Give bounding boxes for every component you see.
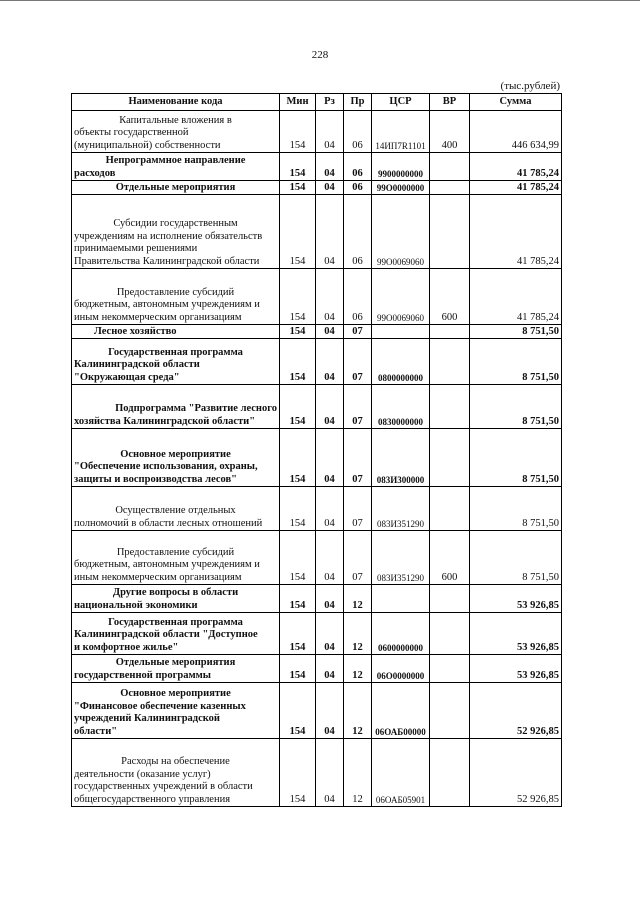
row-sum: 53 926,85	[470, 585, 562, 613]
row-rz: 04	[316, 181, 344, 195]
row-name: Капитальные вложения в объекты государственной (муниципальной) собственности	[72, 111, 280, 153]
row-pr: 07	[344, 385, 372, 429]
header-pr: Пр	[344, 94, 372, 111]
row-min: 154	[280, 325, 316, 339]
header-vr: ВР	[430, 94, 470, 111]
row-rz: 04	[316, 487, 344, 531]
table-row	[72, 655, 562, 683]
row-name: Предоставление субсидий бюджетным, автономным учреждениям и иным некоммерческим организациям	[72, 269, 280, 325]
row-csr: 99О0069060	[372, 195, 430, 269]
row-min: 154	[280, 531, 316, 585]
row-pr: 07	[344, 325, 372, 339]
row-csr: 083И300000	[372, 429, 430, 487]
header-rz: Рз	[316, 94, 344, 111]
row-sum: 41 785,24	[470, 153, 562, 181]
row-sum: 52 926,85	[470, 739, 562, 807]
header-csr: ЦСР	[372, 94, 430, 111]
row-vr	[430, 181, 470, 195]
table-row	[72, 269, 562, 325]
row-csr: 99О0000000	[372, 181, 430, 195]
budget-table	[71, 93, 562, 807]
row-csr: 14ИП7R1101	[372, 111, 430, 153]
table-row	[72, 429, 562, 487]
row-vr	[430, 325, 470, 339]
row-vr	[430, 739, 470, 807]
row-rz: 04	[316, 111, 344, 153]
row-csr: 0600000000	[372, 613, 430, 655]
row-pr: 06	[344, 269, 372, 325]
scan-edge-line	[0, 0, 640, 1]
table-row	[72, 613, 562, 655]
row-sum: 8 751,50	[470, 487, 562, 531]
row-vr: 600	[430, 269, 470, 325]
row-rz: 04	[316, 531, 344, 585]
row-min: 154	[280, 585, 316, 613]
row-min: 154	[280, 153, 316, 181]
row-pr: 06	[344, 195, 372, 269]
row-rz: 04	[316, 195, 344, 269]
row-name: Предоставление субсидий бюджетным, автономным учреждениям и иным некоммерческим организациям	[72, 531, 280, 585]
row-csr: 06ОАБ00000	[372, 683, 430, 739]
row-csr: 99О0069060	[372, 269, 430, 325]
row-pr: 06	[344, 181, 372, 195]
row-pr: 12	[344, 613, 372, 655]
row-vr: 600	[430, 531, 470, 585]
row-sum: 8 751,50	[470, 385, 562, 429]
row-csr: 9900000000	[372, 153, 430, 181]
row-vr	[430, 683, 470, 739]
row-rz: 04	[316, 269, 344, 325]
row-vr	[430, 385, 470, 429]
row-vr	[430, 339, 470, 385]
row-vr	[430, 195, 470, 269]
row-pr: 07	[344, 429, 372, 487]
row-sum: 53 926,85	[470, 613, 562, 655]
row-name: Расходы на обеспечение деятельности (оказание услуг) государственных учреждений в области общегосударственного управления	[72, 739, 280, 807]
table-row	[72, 339, 562, 385]
table-row	[72, 739, 562, 807]
table-row	[72, 385, 562, 429]
table-row	[72, 531, 562, 585]
row-csr: 06ОАБ05901	[372, 739, 430, 807]
row-min: 154	[280, 385, 316, 429]
row-min: 154	[280, 613, 316, 655]
row-pr: 07	[344, 531, 372, 585]
row-vr	[430, 487, 470, 531]
row-min: 154	[280, 655, 316, 683]
row-pr: 12	[344, 655, 372, 683]
row-sum: 8 751,50	[470, 531, 562, 585]
row-sum: 41 785,24	[470, 269, 562, 325]
table-row	[72, 195, 562, 269]
row-rz: 04	[316, 339, 344, 385]
table-row	[72, 153, 562, 181]
row-sum: 446 634,99	[470, 111, 562, 153]
table-row	[72, 585, 562, 613]
row-vr	[430, 585, 470, 613]
row-min: 154	[280, 429, 316, 487]
table-row	[72, 325, 562, 339]
row-name: Государственная программа Калининградской области "Доступное и комфортное жилье"	[72, 613, 280, 655]
row-rz: 04	[316, 739, 344, 807]
row-name: Основное мероприятие "Обеспечение использования, охраны, защиты и воспроизводства лесов"	[72, 429, 280, 487]
row-sum: 53 926,85	[470, 655, 562, 683]
header-sum: Сумма	[470, 94, 562, 111]
header-min: Мин	[280, 94, 316, 111]
row-sum: 8 751,50	[470, 429, 562, 487]
row-vr	[430, 153, 470, 181]
table-row	[72, 683, 562, 739]
row-rz: 04	[316, 429, 344, 487]
row-min: 154	[280, 739, 316, 807]
row-min: 154	[280, 111, 316, 153]
row-pr: 12	[344, 683, 372, 739]
row-name: Лесное хозяйство	[72, 325, 280, 339]
row-rz: 04	[316, 385, 344, 429]
row-name: Другие вопросы в области национальной экономики	[72, 585, 280, 613]
table-header-row	[72, 94, 562, 111]
table-row	[72, 181, 562, 195]
row-vr	[430, 613, 470, 655]
row-min: 154	[280, 181, 316, 195]
row-rz: 04	[316, 683, 344, 739]
row-sum: 41 785,24	[470, 195, 562, 269]
row-name: Отдельные мероприятия государственной программы	[72, 655, 280, 683]
row-min: 154	[280, 195, 316, 269]
row-min: 154	[280, 487, 316, 531]
row-name: Отдельные мероприятия	[72, 181, 280, 195]
header-name: Наименование кода	[72, 94, 280, 111]
row-csr	[372, 585, 430, 613]
row-rz: 04	[316, 153, 344, 181]
row-vr	[430, 429, 470, 487]
row-sum: 41 785,24	[470, 181, 562, 195]
unit-note: (тыс.рублей)	[500, 80, 560, 92]
page-number: 228	[311, 49, 329, 61]
row-pr: 12	[344, 585, 372, 613]
row-min: 154	[280, 683, 316, 739]
row-min: 154	[280, 339, 316, 385]
row-pr: 12	[344, 739, 372, 807]
row-csr: 0800000000	[372, 339, 430, 385]
row-csr: 083И351290	[372, 531, 430, 585]
row-rz: 04	[316, 655, 344, 683]
row-name: Подпрограмма "Развитие лесного хозяйства Калининградской области"	[72, 385, 280, 429]
row-rz: 04	[316, 325, 344, 339]
row-rz: 04	[316, 585, 344, 613]
row-name: Государственная программа Калининградской области "Окружающая среда"	[72, 339, 280, 385]
row-sum: 8 751,50	[470, 325, 562, 339]
table-row	[72, 487, 562, 531]
row-rz: 04	[316, 613, 344, 655]
row-sum: 8 751,50	[470, 339, 562, 385]
row-name: Субсидии государственным учреждениям на исполнение обязательств принимаемыми решениями Правительства Калининградской области	[72, 195, 280, 269]
row-csr	[372, 325, 430, 339]
row-pr: 07	[344, 487, 372, 531]
row-pr: 07	[344, 339, 372, 385]
row-name: Основное мероприятие "Финансовое обеспечение казенных учреждений Калининградской области"	[72, 683, 280, 739]
table-row	[72, 111, 562, 153]
row-sum: 52 926,85	[470, 683, 562, 739]
row-vr	[430, 655, 470, 683]
row-name: Осуществление отдельных полномочий в области лесных отношений	[72, 487, 280, 531]
row-name: Непрограммное направление расходов	[72, 153, 280, 181]
row-csr: 06О0000000	[372, 655, 430, 683]
row-pr: 06	[344, 111, 372, 153]
row-csr: 0830000000	[372, 385, 430, 429]
row-vr: 400	[430, 111, 470, 153]
row-pr: 06	[344, 153, 372, 181]
row-csr: 083И351290	[372, 487, 430, 531]
row-min: 154	[280, 269, 316, 325]
